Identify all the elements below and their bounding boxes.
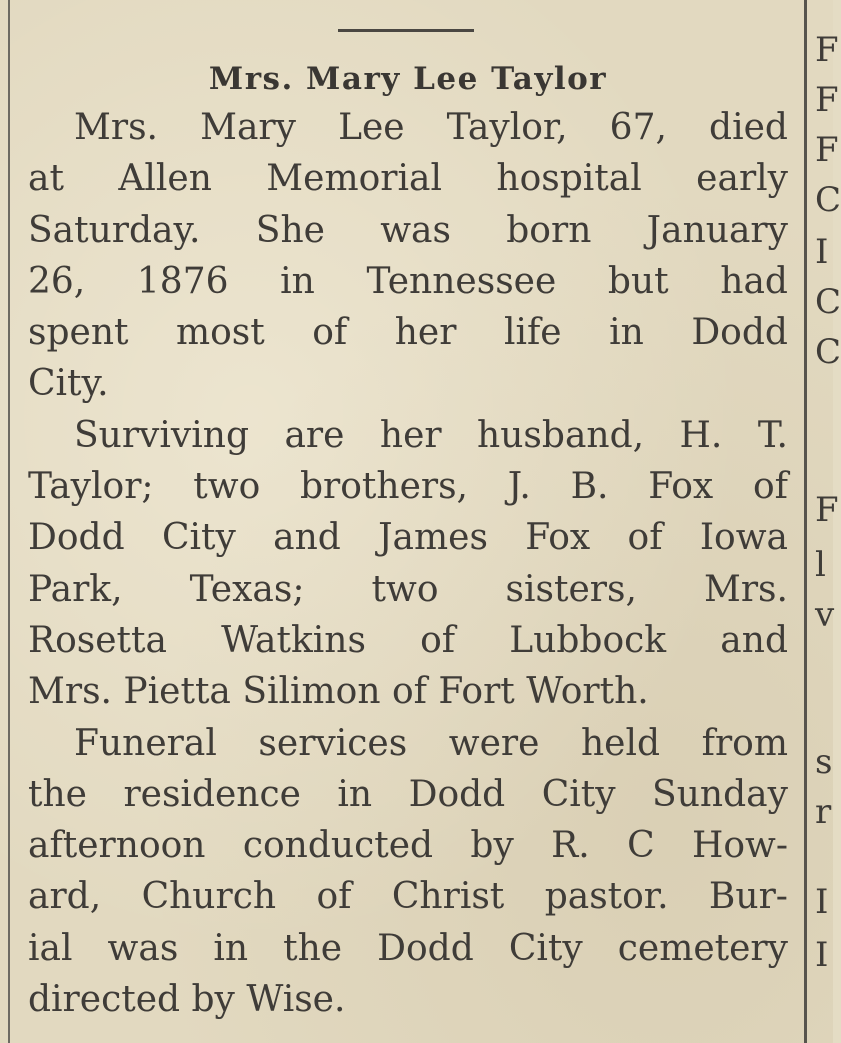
text-line: Saturday. She was born January	[28, 209, 788, 251]
adjacent-column-letter: C	[815, 282, 841, 322]
adjacent-column-letter: F	[815, 490, 839, 530]
adjacent-column-letter: C	[815, 180, 841, 220]
text-line: Funeral services were held from	[74, 722, 788, 764]
text-line: Mrs. Pietta Silimon of Fort Worth.	[28, 671, 649, 713]
left-column-rule	[8, 0, 10, 1043]
text-line: Taylor; two brothers, J. B. Fox of	[28, 466, 788, 508]
text-line: afternoon conducted by R. C How-	[28, 825, 788, 867]
text-line: Dodd City and James Fox of Iowa	[28, 517, 788, 559]
text-line: Mrs. Mary Lee Taylor, 67, died	[74, 107, 788, 148]
text-line: ial was in the Dodd City cemetery	[28, 927, 788, 969]
obituary-article	[28, 52, 788, 1025]
text-line: spent most of her life in Dodd	[28, 312, 788, 354]
column-divider-rule	[804, 0, 807, 1043]
text-line: City.	[28, 363, 109, 405]
adjacent-column-edge	[815, 0, 841, 1043]
text-line: Rosetta Watkins of Lubbock and	[28, 619, 788, 661]
adjacent-column-letter: l	[815, 545, 826, 585]
article-headline: Mrs. Mary Lee Taylor	[208, 61, 608, 97]
adjacent-column-letter: F	[815, 30, 839, 70]
adjacent-column-letter: v	[815, 595, 835, 635]
paragraph	[28, 102, 788, 410]
text-line: ard, Church of Christ pastor. Bur-	[28, 876, 788, 918]
text-line: the residence in Dodd City Sunday	[28, 773, 788, 815]
adjacent-column-letter: I	[815, 882, 829, 922]
paragraph	[28, 718, 788, 1026]
adjacent-column-letter: F	[815, 130, 839, 170]
adjacent-column-letter: F	[815, 80, 839, 120]
section-separator-dash	[338, 29, 474, 32]
adjacent-column-letter: C	[815, 332, 841, 372]
adjacent-column-letter: I	[815, 935, 829, 975]
article-body	[28, 102, 788, 1025]
text-line: Surviving are her husband, H. T.	[74, 414, 788, 456]
text-line: 26, 1876 in Tennessee but had	[28, 260, 788, 302]
text-line: at Allen Memorial hospital early	[28, 158, 788, 200]
paragraph	[28, 410, 788, 718]
text-line: directed by Wise.	[28, 979, 346, 1021]
text-line: Park, Texas; two sisters, Mrs.	[28, 568, 788, 610]
adjacent-column-letter: I	[815, 232, 829, 272]
adjacent-column-letter: s	[815, 742, 833, 782]
adjacent-column-letter: r	[815, 792, 832, 832]
